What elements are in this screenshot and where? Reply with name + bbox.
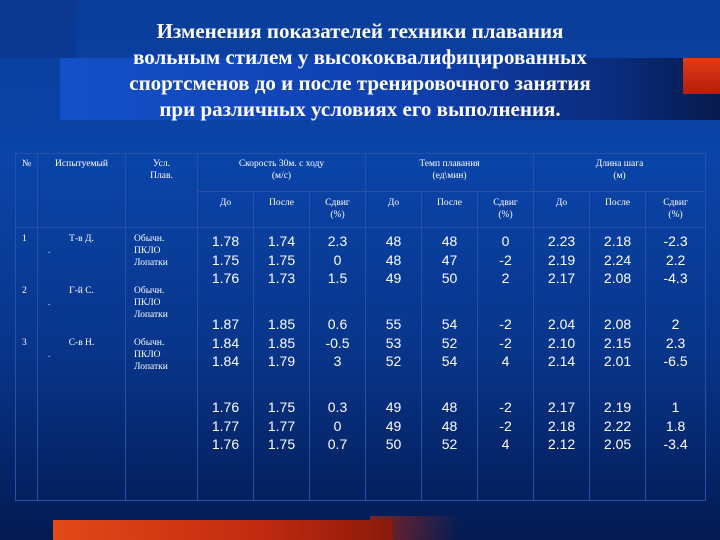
value-group <box>198 315 253 398</box>
table-cell-value: -2.3 <box>663 233 688 249</box>
subheader-shift <box>478 192 534 228</box>
subheader-shift-line: Сдвиг <box>663 198 688 208</box>
table-cell-value: 2.05 <box>603 436 632 452</box>
condition-label: Обычн. <box>134 286 165 296</box>
title-line: спортсменов до и после тренировочного занятия <box>129 71 591 95</box>
value-group <box>646 315 705 398</box>
table-cell-value: 1 <box>671 399 680 415</box>
table-cell-value: 1.75 <box>267 399 296 415</box>
subject-cell <box>38 228 126 501</box>
header-speed <box>198 154 366 192</box>
subheader-shift <box>646 192 706 228</box>
table-cell-value: -2 <box>499 334 512 351</box>
subject-name: Г-й С. <box>69 286 94 296</box>
subject-num: 1 <box>22 234 27 244</box>
value-group <box>198 398 253 481</box>
table-cell-value: 0 <box>333 417 342 434</box>
subheader-shift-line: (%) <box>498 210 513 220</box>
value-group <box>590 232 645 315</box>
value-group <box>366 315 421 398</box>
table-cell-value: 0.3 <box>327 399 348 415</box>
table-cell-value: -2 <box>499 417 512 434</box>
value-group <box>254 398 309 481</box>
table-cell-value: 0 <box>333 251 342 268</box>
conditions-cell <box>126 228 198 501</box>
table-cell-value: 2 <box>501 270 510 286</box>
table-cell-value: 48 <box>385 251 402 268</box>
table-cell-value: 2.2 <box>665 251 686 268</box>
title-line: при различных условиях его выполнения. <box>159 97 561 121</box>
table-cell-value: 2.17 <box>547 399 576 415</box>
header-conditions <box>126 154 198 228</box>
subheader-shift-line: Сдвиг <box>325 198 350 208</box>
table-cell-value: 1.76 <box>211 270 240 286</box>
value-group <box>422 315 477 398</box>
table-cell-value: 2.24 <box>603 251 632 268</box>
value-group <box>646 232 705 315</box>
subheader-before: До <box>534 192 590 228</box>
speed-before-cell <box>198 228 254 501</box>
results-table <box>15 153 706 501</box>
value-group <box>422 232 477 315</box>
table-cell-value: 48 <box>441 399 458 415</box>
table-cell-value: -3.4 <box>663 436 688 452</box>
condition-label: ПКЛО <box>134 350 161 360</box>
table-cell-value: 1.5 <box>327 270 348 286</box>
table-cell-value: 48 <box>385 233 402 249</box>
table-cell-value: -4.3 <box>663 270 688 286</box>
table-cell-value: 1.75 <box>267 436 296 452</box>
table-cell-value: 1.85 <box>267 334 296 351</box>
table-cell-value: 4 <box>501 353 510 369</box>
condition-label: Лопатки <box>134 258 168 268</box>
table-cell-value: 2.3 <box>327 233 348 249</box>
subject-num: 3 <box>22 338 27 348</box>
conditions-group <box>126 285 197 337</box>
table-cell-value: 1.75 <box>211 251 240 268</box>
table-cell-value: 3 <box>333 353 342 369</box>
table-cell-value: 52 <box>441 436 458 452</box>
value-group <box>366 232 421 315</box>
value-group <box>254 315 309 398</box>
table-cell-value: 2.17 <box>547 270 576 286</box>
table-cell-value: 1.87 <box>211 316 240 332</box>
condition-label: Обычн. <box>134 338 165 348</box>
table-cell-value: 50 <box>441 270 458 286</box>
table-cell-value: 1.74 <box>267 233 296 249</box>
value-group <box>198 232 253 315</box>
subheader-before: До <box>366 192 422 228</box>
table-cell-value: 2.18 <box>603 233 632 249</box>
table-cell-value: 48 <box>441 233 458 249</box>
subheader-after: После <box>590 192 646 228</box>
table-cell-value: 2.12 <box>547 436 576 452</box>
table-cell-value: 2 <box>671 316 680 332</box>
table-cell-value: -2 <box>499 399 512 415</box>
table-cell-value: 52 <box>385 353 402 369</box>
table-cell-value: -2 <box>499 251 512 268</box>
tempo-after-cell <box>422 228 478 501</box>
subheader-after: После <box>254 192 310 228</box>
table-cell-value: 55 <box>385 316 402 332</box>
table-cell-value: 47 <box>441 251 458 268</box>
header-stride-line: Длина шага <box>595 159 644 169</box>
decor-red-bar-bottom <box>53 520 393 540</box>
subject-num: 2 <box>22 286 27 296</box>
value-group <box>310 398 365 481</box>
value-group <box>310 232 365 315</box>
table-cell-value: 1.76 <box>211 399 240 415</box>
table-cell-value: 1.78 <box>211 233 240 249</box>
value-group <box>366 398 421 481</box>
table-cell-value: 2.15 <box>603 334 632 351</box>
header-tempo-line: (ед\мин) <box>432 171 467 181</box>
conditions-group <box>126 337 197 389</box>
table-cell-value: 2.08 <box>603 270 632 286</box>
value-group <box>590 315 645 398</box>
header-speed-line: (м/с) <box>271 171 292 181</box>
table-body-row <box>16 228 706 501</box>
value-group <box>310 315 365 398</box>
condition-label: ПКЛО <box>134 298 161 308</box>
table-cell-value: 0.7 <box>327 436 348 452</box>
table-cell-value: 2.19 <box>603 399 632 415</box>
header-speed-line: Скорость 30м. с ходу <box>238 159 325 169</box>
title-line: вольным стилем у высококвалифицированных <box>133 45 587 69</box>
subject-entry <box>38 337 125 389</box>
table-cell-value: 49 <box>385 270 402 286</box>
table-cell-value: 0.6 <box>327 316 348 332</box>
subheader-after: После <box>422 192 478 228</box>
value-group <box>534 398 589 481</box>
header-num: № <box>16 154 38 228</box>
value-group <box>254 232 309 315</box>
header-conditions-line: Плав. <box>150 171 173 181</box>
table-cell-value: 1.73 <box>267 270 296 286</box>
table-cell-value: 49 <box>385 399 402 415</box>
subject-dot: . <box>48 349 51 359</box>
subject-name: Т-в Д. <box>69 234 94 244</box>
value-group <box>422 398 477 481</box>
tempo-before-cell <box>366 228 422 501</box>
speed-after-cell <box>254 228 310 501</box>
table-cell-value: 1.77 <box>267 417 296 434</box>
header-tempo-line: Темп плавания <box>419 159 480 169</box>
value-group <box>646 398 705 481</box>
condition-label: Обычн. <box>134 234 165 244</box>
table-cell-value: 2.19 <box>547 251 576 268</box>
value-group <box>590 398 645 481</box>
table-cell-value: 1.75 <box>267 251 296 268</box>
condition-label: Лопатки <box>134 362 168 372</box>
table-cell-value: 0 <box>501 233 510 249</box>
table-cell-value: 1.77 <box>211 417 240 434</box>
subheader-shift-line: (%) <box>330 210 345 220</box>
header-row-main <box>16 154 706 192</box>
condition-label: Лопатки <box>134 310 168 320</box>
table-cell-value: 54 <box>441 316 458 332</box>
subheader-shift <box>310 192 366 228</box>
subject-dot: . <box>48 297 51 307</box>
table-cell-value: 1.85 <box>267 316 296 332</box>
subheader-before: До <box>198 192 254 228</box>
table-cell-value: 2.18 <box>547 417 576 434</box>
subheader-shift-line: Сдвиг <box>493 198 518 208</box>
value-group <box>534 232 589 315</box>
subject-entry <box>38 285 125 337</box>
table-cell-value: 1.84 <box>211 353 240 369</box>
table-cell-value: -0.5 <box>325 334 350 351</box>
table-cell-value: 54 <box>441 353 458 369</box>
table-cell-value: 2.04 <box>547 316 576 332</box>
slide-title <box>0 18 720 122</box>
table-cell-value: 52 <box>441 334 458 351</box>
table-cell-value: -6.5 <box>663 353 688 369</box>
condition-label: ПКЛО <box>134 246 161 256</box>
table-cell-value: 2.10 <box>547 334 576 351</box>
table-cell-value: 1.79 <box>267 353 296 369</box>
conditions-group <box>126 233 197 285</box>
table-cell-value: 2.01 <box>603 353 632 369</box>
table-cell-value: 1.84 <box>211 334 240 351</box>
table-cell-value: 48 <box>441 417 458 434</box>
title-line: Изменения показателей техники плавания <box>156 19 564 43</box>
subject-name: С-в Н. <box>68 338 95 348</box>
table-cell-value: 2.08 <box>603 316 632 332</box>
table-cell-value: 4 <box>501 436 510 452</box>
table-cell-value: 49 <box>385 417 402 434</box>
header-tempo <box>366 154 534 192</box>
subject-dot: . <box>48 245 51 255</box>
table-cell-value: 53 <box>385 334 402 351</box>
table-cell-value: 50 <box>385 436 402 452</box>
table-cell-value: 2.14 <box>547 353 576 369</box>
value-group <box>478 232 533 315</box>
subject-entry <box>38 233 125 285</box>
subheader-shift-line: (%) <box>668 210 683 220</box>
table-cell-value: 2.3 <box>665 334 686 351</box>
table-cell-value: -2 <box>499 316 512 332</box>
table-cell-value: 2.22 <box>603 417 632 434</box>
value-group <box>478 315 533 398</box>
value-group <box>534 315 589 398</box>
num-cell <box>16 228 38 501</box>
tempo-shift-cell <box>478 228 534 501</box>
stride-after-cell <box>590 228 646 501</box>
header-subject: Испытуемый <box>38 154 126 228</box>
table-cell-value: 1.76 <box>211 436 240 452</box>
table-cell-value: 2.23 <box>547 233 576 249</box>
speed-shift-cell <box>310 228 366 501</box>
stride-shift-cell <box>646 228 706 501</box>
value-group <box>478 398 533 481</box>
stride-before-cell <box>534 228 590 501</box>
header-conditions-line: Усл. <box>153 159 170 169</box>
table-cell-value: 1.8 <box>665 417 686 434</box>
header-stride-line: (м) <box>613 171 626 181</box>
header-stride <box>534 154 706 192</box>
